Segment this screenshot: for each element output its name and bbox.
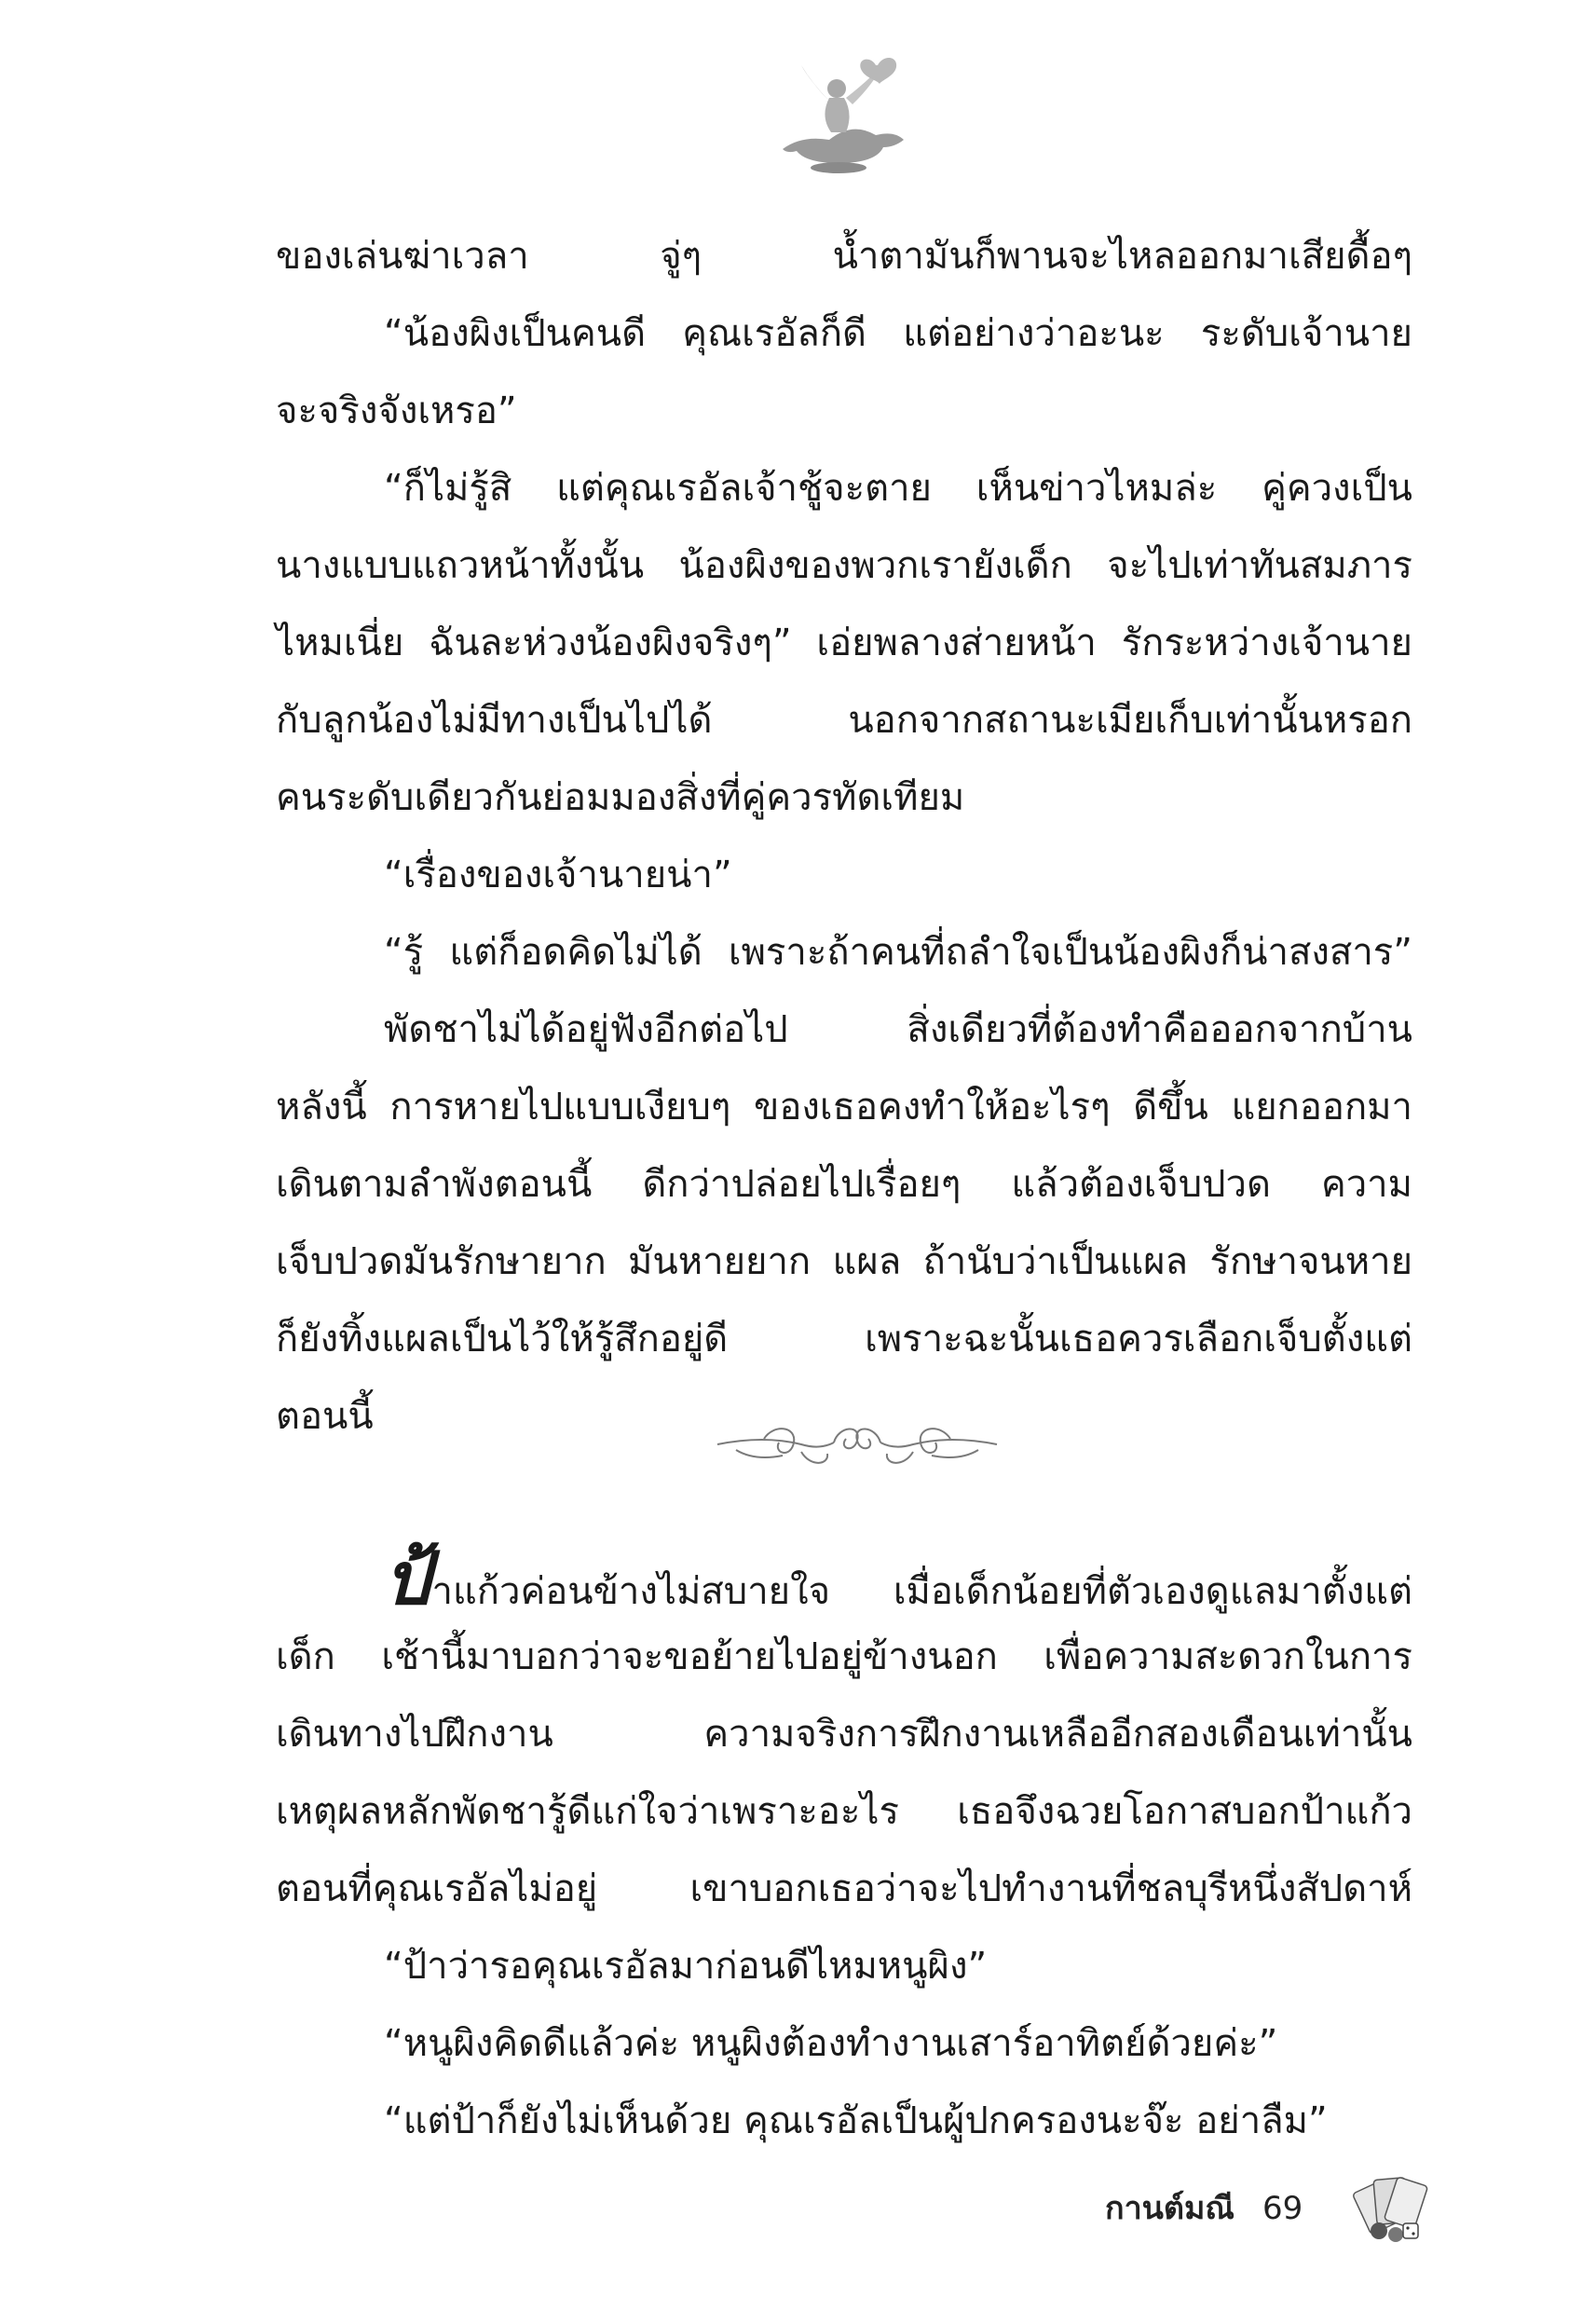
paragraph-line: หลังนี้ การหายไปแบบเงียบๆ ของเธอคงทำให้อะไรๆ ดีขึ้น แยกออกมา [276,1086,1412,1128]
paragraph-line: “ก็ไม่รู้สิ แต่คุณเรอัลเจ้าชู้จะตาย เห็นข่าวไหมล่ะ คู่ควงเป็น [384,467,1412,510]
paragraph-line: ของเล่นฆ่าเวลา จู่ๆ น้ำตามันก็พานจะไหลออกมาเสียดื้อๆ [276,235,1412,278]
paragraph-line: “ป้าว่ารอคุณเรอัลมาก่อนดีไหมหนูผิง” [384,1945,988,1988]
paragraph-line: “รู้ แต่ก็อดคิดไม่ได้ เพราะถ้าคนที่ถลำใจเป็นน้องผิงก็น่าสงสาร” [384,931,1412,974]
paragraph-line: เดินทางไปฝึกงาน ความจริงการฝึกงานเหลืออีกสองเดือนเท่านั้น [276,1713,1412,1756]
book-title: กานต์มณี [1105,2190,1235,2227]
paragraph-line: กับลูกน้องไม่มีทางเป็นไปได้ นอกจากสถานะเมียเก็บเท่านั้นหรอก [276,699,1412,742]
page-number: 69 [1262,2190,1303,2227]
drop-cap: ป้ [384,1537,430,1621]
paragraph-line: ไหมเนี่ย ฉันละห่วงน้องผิงจริงๆ” เอ่ยพลางส่ายหน้า รักระหว่างเจ้านาย [276,622,1412,664]
paragraph-line: เจ็บปวดมันรักษายาก มันหายยาก แผล ถ้านับว่าเป็นแผล รักษาจนหาย [276,1240,1412,1283]
paragraph-line: “หนูผิงคิดดีแล้วค่ะ หนูผิงต้องทำงานเสาร์อาทิตย์ด้วยค่ะ” [384,2022,1278,2065]
paragraph-line: เหตุผลหลักพัดชารู้ดีแก่ใจว่าเพราะอะไร เธอจึงฉวยโอกาสบอกป้าแก้ว [276,1790,1412,1833]
paragraph-line: จะจริงจังเหรอ” [276,390,517,432]
paragraph-line: เดินตามลำพังตอนนี้ ดีกว่าปล่อยไปเรื่อยๆ แล้วต้องเจ็บปวด ความ [276,1163,1412,1206]
playing-cards-icon [1351,2162,1435,2246]
paragraph-line: “แต่ป้าก็ยังไม่เห็นด้วย คุณเรอัลเป็นผู้ปกครองนะจ๊ะ อย่าลืม” [384,2099,1328,2142]
paragraph-line: เด็ก เช้านี้มาบอกว่าจะขอย้ายไปอยู่ข้างนอก เพื่อความสะดวกในการ [276,1635,1412,1678]
paragraph-line: ก็ยังทิ้งแผลเป็นไว้ให้รู้สึกอยู่ดี เพราะฉะนั้นเธอควรเลือกเจ็บตั้งแต่ [276,1318,1412,1361]
paragraph-line: “น้องผิงเป็นคนดี คุณเรอัลก็ดี แต่อย่างว่าอะนะ ระดับเจ้านาย [384,312,1412,355]
paragraph-line: ตอนนี้ [276,1395,374,1438]
paragraph-line-text: าแก้วค่อนข้างไม่สบายใจ เมื่อเด็กน้อยที่ตัวเองดูแลมาตั้งแต่ [431,1570,1412,1613]
scroll-flourish-divider [708,1407,1006,1482]
paragraph-line: ตอนที่คุณเรอัลไม่อยู่ เขาบอกเธอว่าจะไปทำงานที่ชลบุรีหนึ่งสัปดาห์ [276,1867,1412,1910]
paragraph-line: คนระดับเดียวกันย่อมมองสิ่งที่คู่ควรทัดเทียม [276,776,965,819]
paragraph-line: “เรื่องของเจ้านายน่า” [384,854,732,896]
genie-lamp-icon [764,47,913,177]
paragraph-line: นางแบบแถวหน้าทั้งนั้น น้องผิงของพวกเรายังเด็ก จะไปเท่าทันสมภาร [276,544,1412,587]
paragraph-line [384,1537,1412,1621]
paragraph-line: พัดชาไม่ได้อยู่ฟังอีกต่อไป สิ่งเดียวที่ต้องทำคือออกจากบ้าน [384,1008,1412,1051]
